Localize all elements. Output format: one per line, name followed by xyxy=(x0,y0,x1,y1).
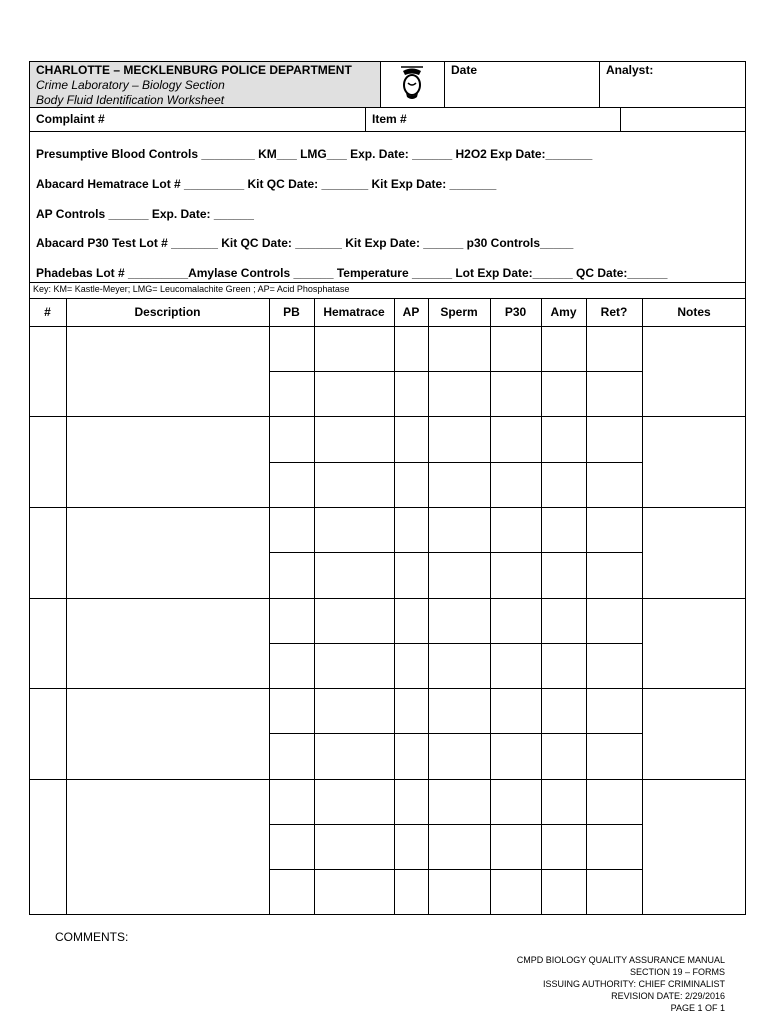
controls-right-border xyxy=(745,131,746,299)
footer-manual: CMPD BIOLOGY QUALITY ASSURANCE MANUAL xyxy=(516,955,725,965)
col-divider xyxy=(642,298,643,915)
blood-controls-line[interactable]: Presumptive Blood Controls ________ KM___ LMG___ Exp. Date: ______ H2O2 Exp Date:_______ xyxy=(36,147,593,161)
controls-left-border xyxy=(29,131,30,299)
footer-authority: ISSUING AUTHORITY: CHIEF CRIMINALIST xyxy=(542,979,725,989)
table-header-divider xyxy=(29,326,746,327)
col-divider xyxy=(269,298,270,915)
col-header-p30: P30 xyxy=(504,305,527,319)
item-extra-cell[interactable] xyxy=(620,107,746,132)
col-header-ap: AP xyxy=(402,305,420,319)
key-top-divider xyxy=(29,282,746,283)
footer-revision: REVISION DATE: 2/29/2016 xyxy=(611,991,725,1001)
col-header-hematrace: Hematrace xyxy=(323,305,385,319)
table-subrow-divider xyxy=(269,371,642,372)
footer-page: PAGE 1 OF 1 xyxy=(670,1003,725,1013)
col-divider xyxy=(66,298,67,915)
p30-lot-line[interactable]: Abacard P30 Test Lot # _______ Kit QC Date: _______ Kit Exp Date: ______ p30 Controls_____ xyxy=(36,236,574,250)
ap-controls-line[interactable]: AP Controls ______ Exp. Date: ______ xyxy=(36,207,254,221)
table-row-divider xyxy=(29,688,746,689)
col-divider xyxy=(490,298,491,915)
hematrace-lot-line[interactable]: Abacard Hematrace Lot # _________ Kit QC Date: _______ Kit Exp Date: _______ xyxy=(36,177,497,191)
date-label: Date xyxy=(451,63,478,77)
table-subrow-divider xyxy=(269,824,642,825)
col-divider xyxy=(586,298,587,915)
col-header-pb: PB xyxy=(283,305,300,319)
department-title: CHARLOTTE – MECKLENBURG POLICE DEPARTMENT xyxy=(36,63,352,77)
complaint-label: Complaint # xyxy=(36,112,105,126)
col-divider xyxy=(394,298,395,915)
col-header-notes: Notes xyxy=(677,305,711,319)
col-header-amy: Amy xyxy=(550,305,577,319)
footer-block xyxy=(517,954,725,1014)
footer-section: SECTION 19 – FORMS xyxy=(629,967,725,977)
police-seal-icon xyxy=(397,63,427,103)
col-divider xyxy=(314,298,315,915)
table-subrow-divider xyxy=(269,643,642,644)
comments-label: COMMENTS: xyxy=(55,930,129,944)
table-row-divider xyxy=(29,779,746,780)
col-header-description: Description xyxy=(134,305,201,319)
table-subrow-divider xyxy=(269,462,642,463)
col-header-sperm: Sperm xyxy=(440,305,478,319)
worksheet-subtitle: Body Fluid Identification Worksheet xyxy=(36,93,225,107)
col-divider xyxy=(428,298,429,915)
table-row-divider xyxy=(29,598,746,599)
phadebas-lot-line[interactable]: Phadebas Lot # _________Amylase Controls ______ Temperature ______ Lot Exp Date:______ QC Date:______ xyxy=(36,266,668,280)
section-subtitle: Crime Laboratory – Biology Section xyxy=(36,78,225,92)
col-divider xyxy=(541,298,542,915)
table-subrow-divider xyxy=(269,552,642,553)
table-row-divider xyxy=(29,507,746,508)
col-header-number: # xyxy=(44,305,51,319)
abbreviation-key: Key: KM= Kastle-Meyer; LMG= Leucomalachite Green ; AP= Acid Phosphatase xyxy=(33,284,350,294)
analyst-label: Analyst: xyxy=(606,63,654,77)
col-header-ret: Ret? xyxy=(600,305,628,319)
item-label: Item # xyxy=(372,112,407,126)
table-subrow-divider xyxy=(269,733,642,734)
table-subrow-divider xyxy=(269,869,642,870)
table-row-divider xyxy=(29,416,746,417)
results-table xyxy=(29,298,746,915)
